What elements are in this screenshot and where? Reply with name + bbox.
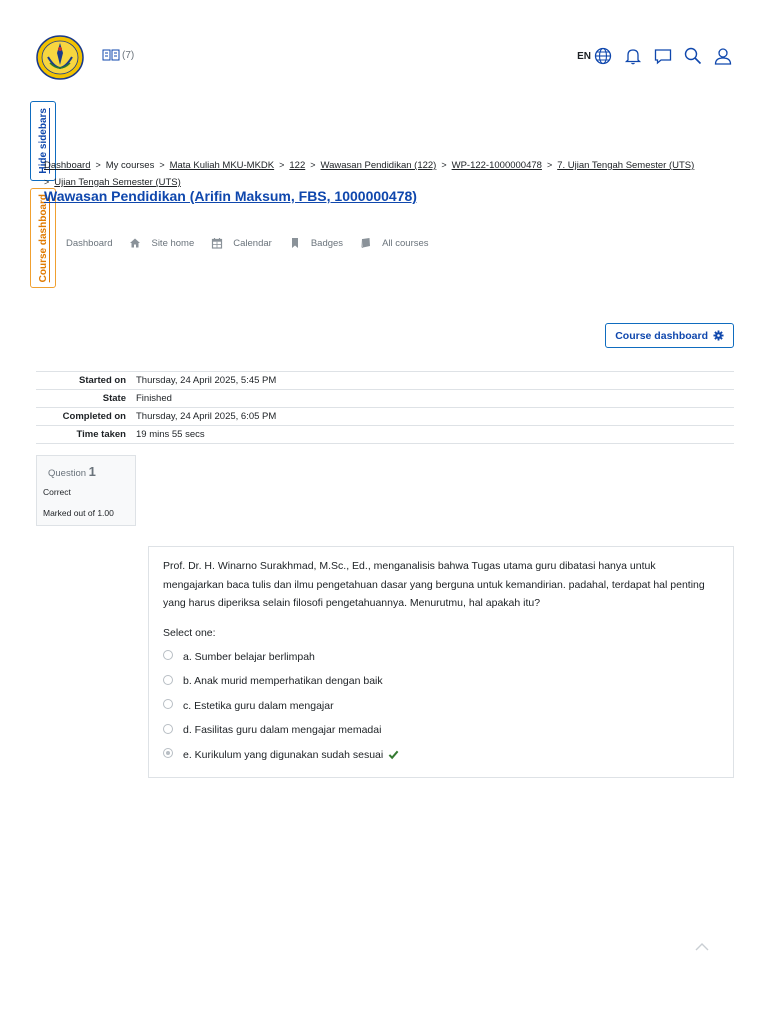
- answer-option: [163, 694, 719, 719]
- globe-icon: [593, 46, 613, 66]
- course-dashboard-button-label: Course dashboard: [615, 329, 708, 342]
- book-open-icon: [102, 49, 120, 61]
- breadcrumb-course[interactable]: WP-122-1000000478: [451, 160, 542, 171]
- answer-option: [163, 645, 719, 670]
- question-label: Question: [48, 468, 87, 479]
- question-number-value: 1: [88, 464, 96, 479]
- summary-label: Started on: [79, 375, 126, 386]
- summary-value: Finished: [136, 393, 172, 404]
- nav-calendar-label: Calendar: [233, 237, 272, 249]
- language-menu[interactable]: [577, 46, 613, 66]
- my-courses-toggle[interactable]: [102, 49, 134, 61]
- answer-label: e. Kurikulum yang digunakan sudah sesuai: [183, 748, 384, 761]
- chevron-right-icon: >: [95, 160, 101, 170]
- nav-site-home-label: Site home: [151, 237, 195, 249]
- summary-value: Thursday, 24 April 2025, 6:05 PM: [136, 411, 277, 422]
- user-icon: [713, 46, 733, 66]
- nav-all-courses-label: All courses: [382, 237, 429, 249]
- bell-icon: [623, 46, 643, 66]
- summary-value: 19 mins 55 secs: [136, 429, 205, 440]
- chevron-right-icon: >: [44, 177, 50, 187]
- nav-dashboard[interactable]: [44, 237, 112, 249]
- question-state: Correct: [43, 487, 71, 497]
- answer-radio[interactable]: [163, 699, 173, 709]
- breadcrumb-section[interactable]: 7. Ujian Tengah Semester (UTS): [557, 160, 695, 171]
- chat-icon: [653, 46, 673, 66]
- courses-count: (7): [122, 49, 135, 61]
- summary-label: Completed on: [62, 411, 126, 422]
- question-content: [148, 546, 734, 778]
- table-row: [36, 408, 734, 426]
- answer-prompt: Select one:: [163, 626, 216, 639]
- nav-calendar[interactable]: [211, 237, 272, 249]
- course-dashboard-button[interactable]: [605, 323, 734, 348]
- attempt-summary-table: [36, 371, 734, 444]
- breadcrumb-quiz[interactable]: Ujian Tengah Semester (UTS): [54, 177, 181, 188]
- header-actions: [577, 46, 733, 66]
- nav-all-courses[interactable]: [360, 237, 428, 249]
- nav-dashboard-label: Dashboard: [66, 237, 113, 249]
- language-label: EN: [577, 50, 591, 62]
- question-number: [48, 464, 129, 479]
- home-icon: [129, 237, 141, 249]
- answer-radio[interactable]: [163, 675, 173, 685]
- breadcrumb: [44, 157, 734, 191]
- university-logo[interactable]: [36, 35, 84, 80]
- breadcrumb-subcategory[interactable]: 122: [289, 160, 306, 171]
- table-row: [36, 390, 734, 408]
- gear-icon: [713, 330, 724, 341]
- answer-label: c. Estetika guru dalam mengajar: [183, 699, 334, 712]
- answer-list: [163, 645, 719, 768]
- notifications-button[interactable]: [623, 46, 643, 66]
- summary-label: Time taken: [76, 429, 126, 440]
- breadcrumb-category[interactable]: Mata Kuliah MKU-MKDK: [169, 160, 275, 171]
- bookmark-icon: [289, 237, 301, 249]
- hide-sidebars-label: Hide sidebars: [37, 108, 49, 174]
- user-menu[interactable]: [713, 46, 733, 66]
- answer-label: a. Sumber belajar berlimpah: [183, 650, 315, 663]
- answer-radio[interactable]: [163, 650, 173, 660]
- table-row: [36, 372, 734, 390]
- course-dashboard-tab-label: Course dashboard: [37, 193, 49, 283]
- search-icon: [683, 46, 703, 66]
- question-text: Prof. Dr. H. Winarno Surakhmad, M.Sc., Ed., menganalisis bahwa Tugas utama guru dibatasi hanya untuk mengajarkan baca tulis dan ilmu pengetahuan dasar yang berguna untuk kemandirian. padahal, terdapat hal penting yang harus diperiksa selain filosofi pengetahuannya. Menurutmu, hal apakah itu?: [163, 560, 705, 609]
- answer-option-selected: [163, 743, 719, 768]
- check-icon: [388, 749, 399, 760]
- answer-radio[interactable]: [163, 724, 173, 734]
- logo-emblem-icon: [36, 35, 84, 80]
- book-icon: [360, 237, 372, 249]
- messages-button[interactable]: [653, 46, 673, 66]
- breadcrumb-my-courses[interactable]: My courses: [105, 160, 155, 171]
- chevron-right-icon: >: [546, 160, 553, 170]
- calendar-icon: [211, 237, 223, 249]
- answer-option: [163, 718, 719, 743]
- back-to-top-chevron-up-icon[interactable]: [694, 941, 710, 953]
- course-title[interactable]: Wawasan Pendidikan (Arifin Maksum, FBS, 1000000478): [44, 188, 417, 204]
- chevron-right-icon: >: [159, 160, 165, 170]
- dashboard-icon: [44, 237, 56, 249]
- chevron-right-icon: >: [310, 160, 316, 170]
- nav-site-home[interactable]: [129, 237, 194, 249]
- table-row: [36, 426, 734, 444]
- answer-option: [163, 669, 719, 694]
- question-info: [36, 455, 136, 526]
- breadcrumb-course-group[interactable]: Wawasan Pendidikan (122): [320, 160, 437, 171]
- answer-label: d. Fasilitas guru dalam mengajar memadai: [183, 724, 382, 737]
- summary-label: State: [102, 393, 126, 404]
- answer-label: b. Anak murid memperhatikan dengan baik: [183, 675, 383, 688]
- chevron-right-icon: >: [441, 160, 447, 170]
- nav-badges[interactable]: [289, 237, 343, 249]
- nav-badges-label: Badges: [310, 237, 344, 249]
- search-button[interactable]: [683, 46, 703, 66]
- summary-value: Thursday, 24 April 2025, 5:45 PM: [136, 375, 277, 386]
- answer-radio-selected[interactable]: [163, 748, 173, 758]
- chevron-right-icon: >: [279, 160, 285, 170]
- question-grade: Marked out of 1.00: [43, 508, 114, 518]
- breadcrumb-dashboard[interactable]: Dashboard: [44, 160, 91, 171]
- course-nav: [44, 237, 446, 249]
